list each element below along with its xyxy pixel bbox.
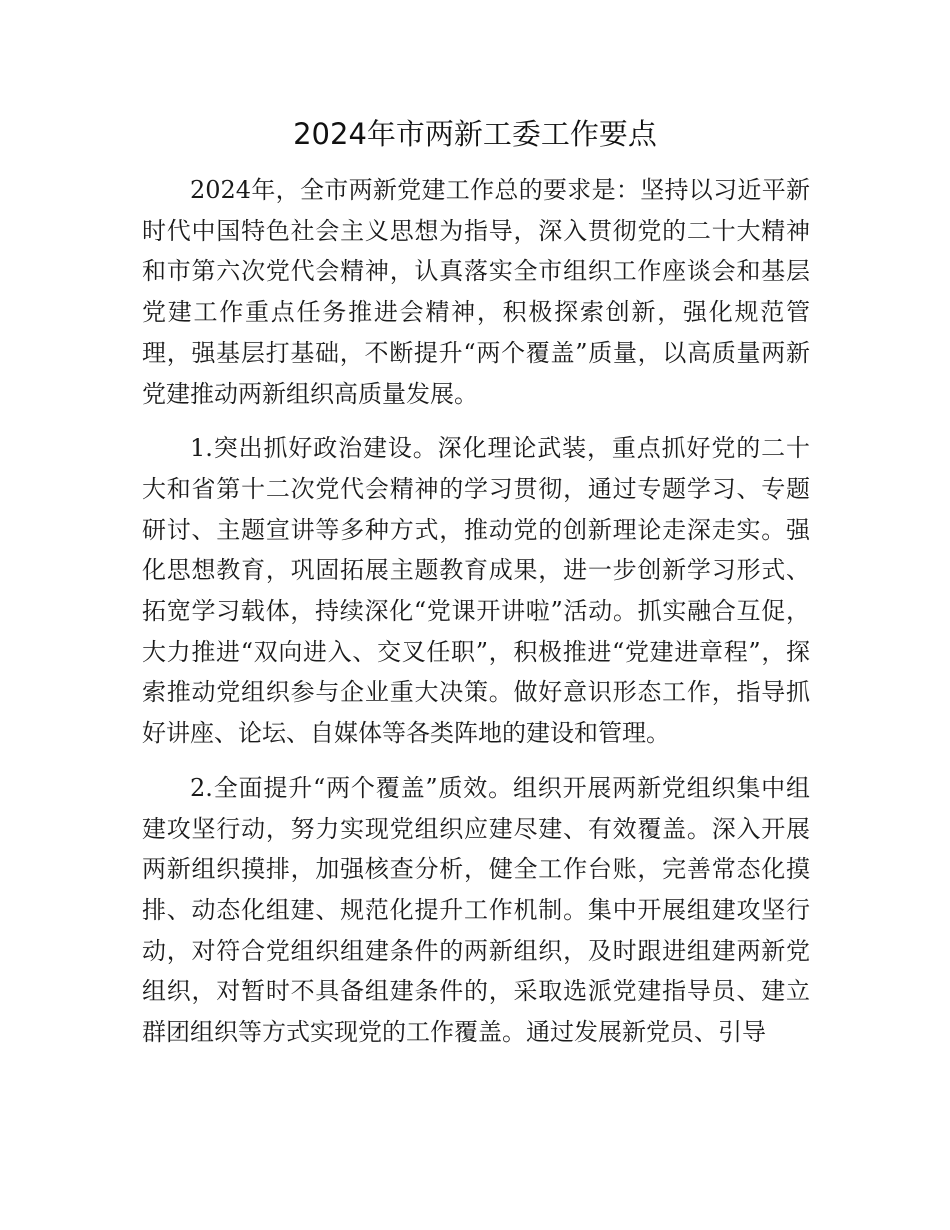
document-body bbox=[142, 170, 810, 1053]
paragraph-two-coverages: 2.全面提升“两个覆盖”质效。组织开展两新党组织集中组建攻坚行动，努力实现党组织应建尽建、有效覆盖。深入开展两新组织摸排，加强核查分析，健全工作台账，完善常态化摸排、动态化组建、规范化提升工作机制。集中开展组建攻坚行动，对符合党组织组建条件的两新组织，及时跟进组建两新党组织，对暂时不具备组建条件的，采取选派党建指导员、建立群团组织等方式实现党的工作覆盖。通过发展新党员、引导 bbox=[142, 773, 810, 1047]
paragraph-intro: 2024年，全市两新党建工作总的要求是：坚持以习近平新时代中国特色社会主义思想为指导，深入贯彻党的二十大精神和市第六次党代会精神，认真落实全市组织工作座谈会和基层党建工作重点任务推进会精神，积极探索创新，强化规范管理，强基层打基础，不断提升“两个覆盖”质量，以高质量两新党建推动两新组织高质量发展。 bbox=[142, 176, 810, 408]
paragraph-political-building: 1.突出抓好政治建设。深化理论武装，重点抓好党的二十大和省第十二次党代会精神的学习贯彻，通过专题学习、专题研讨、主题宣讲等多种方式，推动党的创新理论走深走实。强化思想教育，巩固拓展主题教育成果，进一步创新学习形式、拓宽学习载体，持续深化“党课开讲啦”活动。抓实融合互促，大力推进“双向进入、交叉任职”，积极推进“党建进章程”，探索推动党组织参与企业重大决策。做好意识形态工作，指导抓好讲座、论坛、自媒体等各类阵地的建设和管理。 bbox=[142, 434, 810, 748]
page-title: 2024年市两新工委工作要点 bbox=[293, 117, 657, 151]
